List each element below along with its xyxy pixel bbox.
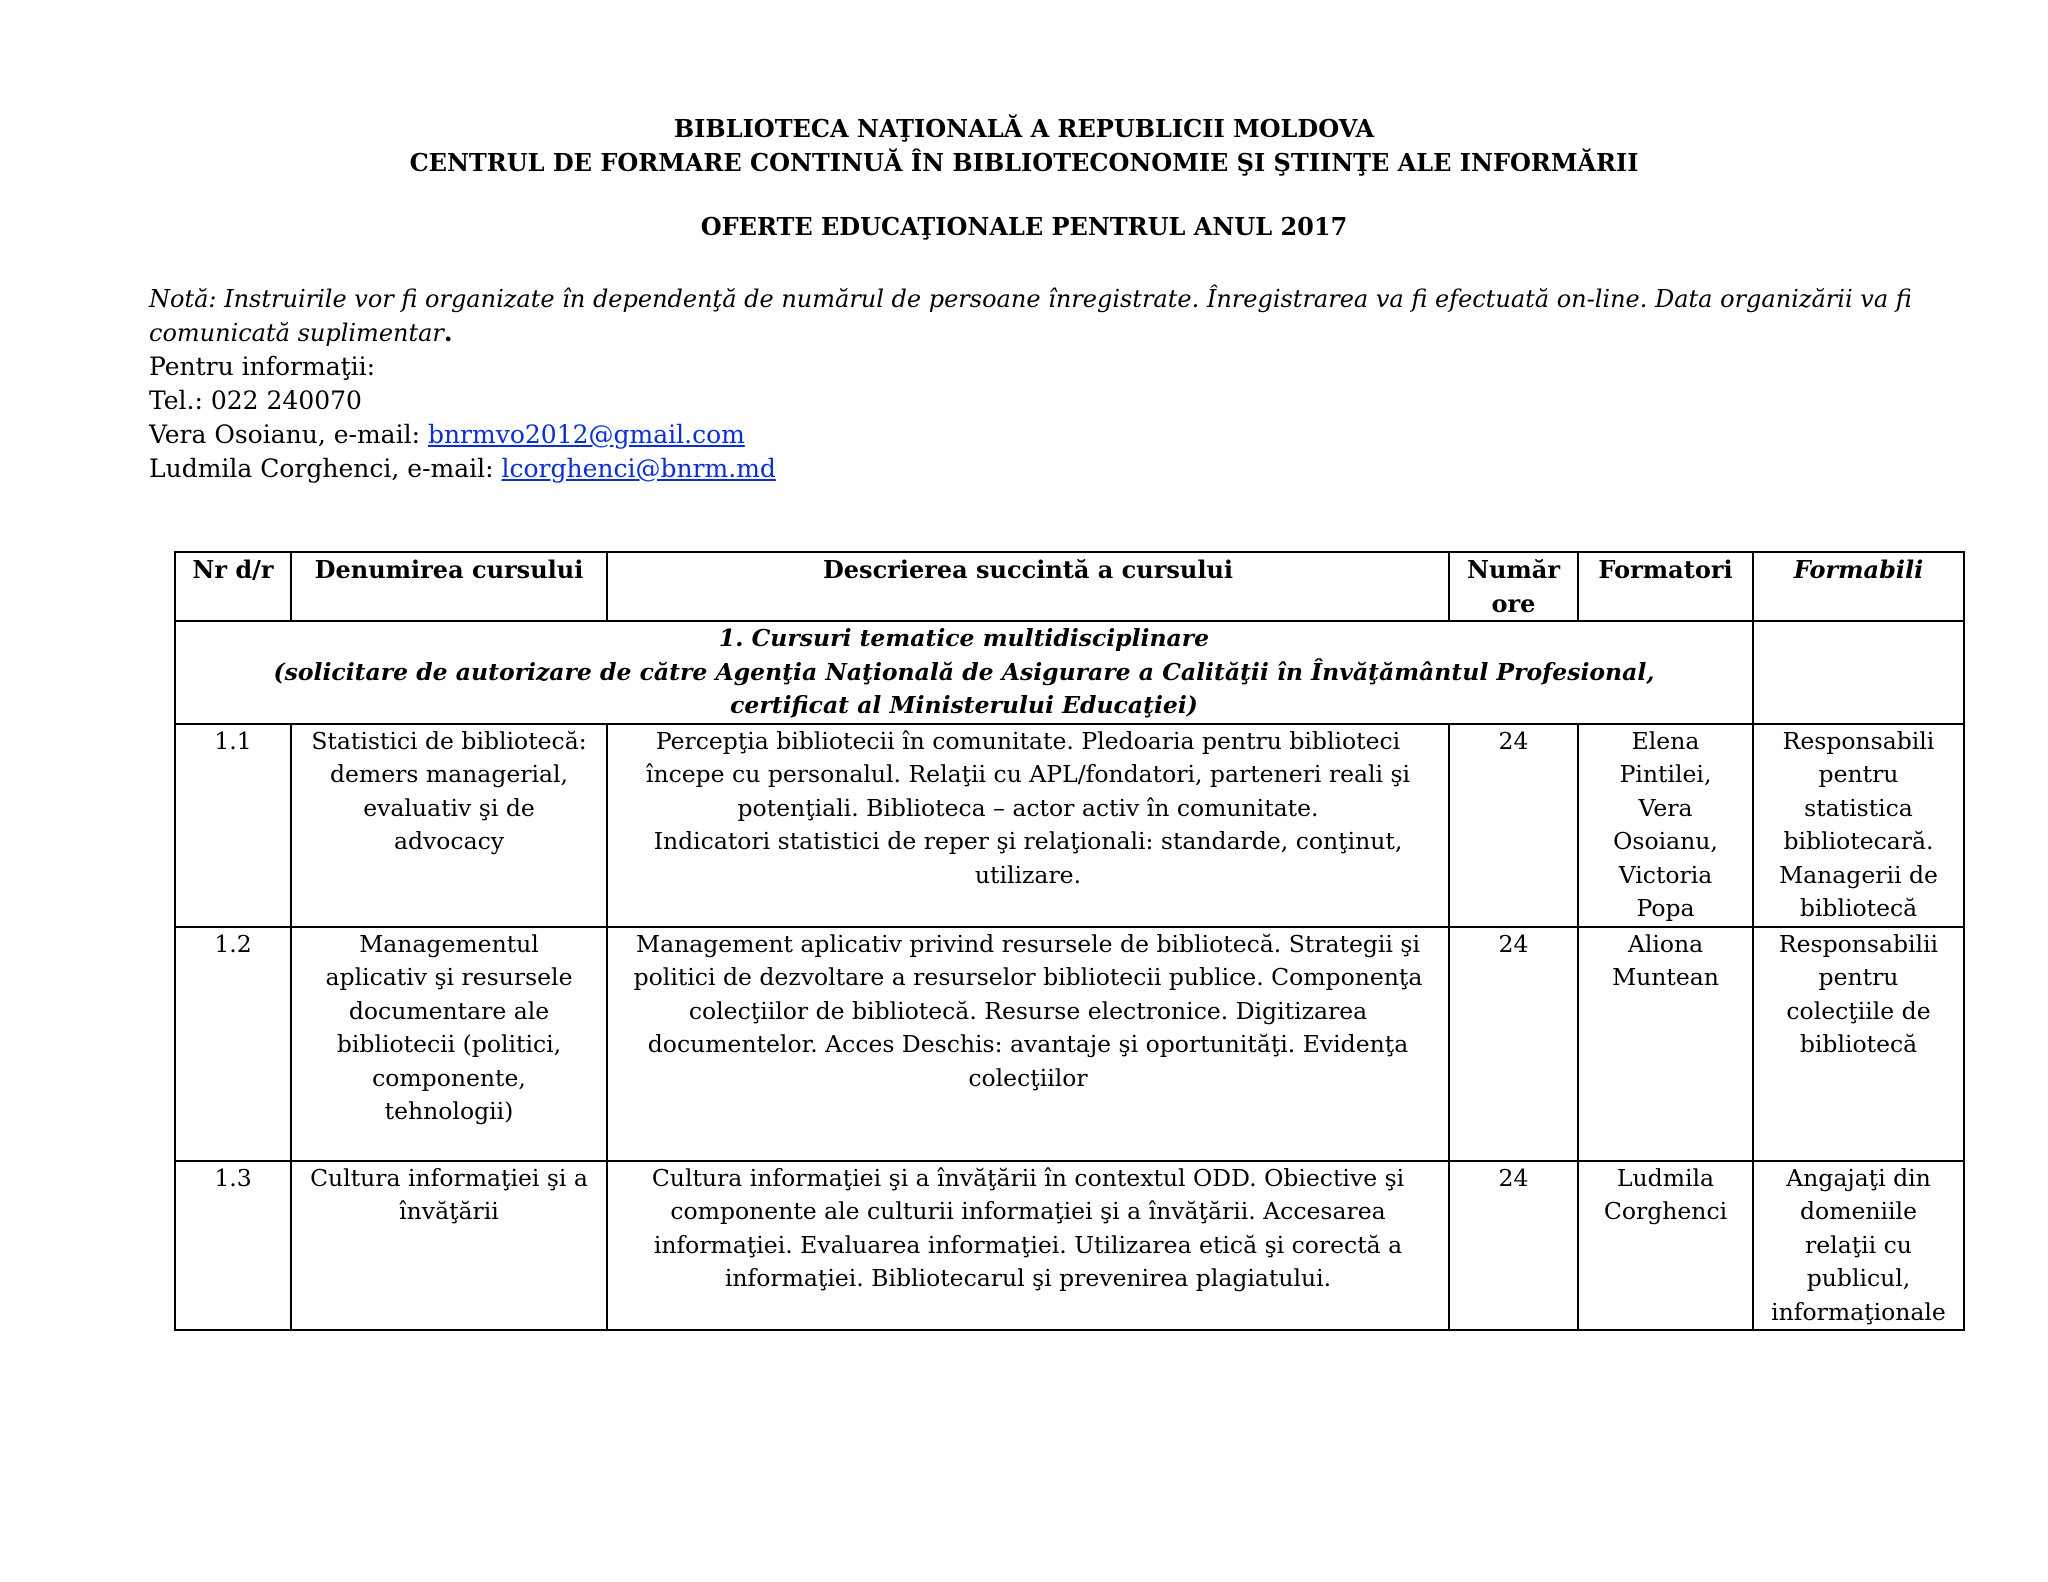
row-trainers-line: Elena (1631, 726, 1700, 755)
table-row (175, 724, 1964, 927)
row-hours (1449, 927, 1578, 1161)
row-trainees-line: Angajaţi din (1786, 1163, 1931, 1192)
row-trainers-line: Pintilei, (1619, 760, 1712, 788)
row-description-line: documentelor. Acces Deschis: avantaje şi oportunităţi. Evidenţa (647, 1030, 1409, 1058)
row-trainees-line: Managerii de (1779, 860, 1938, 889)
row-course-name-line: evaluativ şi de (363, 793, 535, 822)
contact-2-prefix: Ludmila Corghenci, e-mail: (149, 454, 502, 483)
section-subtitle-1: (solicitare de autorizare de către Agenţia Naţională de Asigurare a Calităţii în Învăţământul Profesional, (273, 657, 1655, 686)
section-title-cell (175, 621, 1753, 724)
section-empty-cell (1753, 621, 1964, 724)
row-trainers-line: Vera (1638, 793, 1693, 822)
row-trainees (1753, 927, 1964, 1161)
row-trainees-line: Responsabilii (1778, 929, 1939, 958)
row-course-name-line: documentare ale (348, 996, 550, 1025)
row-course-name-line: învăţării (399, 1197, 499, 1225)
document-header (0, 112, 2048, 180)
row-trainers (1578, 1161, 1753, 1331)
row-trainers-line: Ludmila (1616, 1163, 1715, 1192)
row-description-line: Cultura informaţiei şi a învăţării în contextul ODD. Obiective şi (651, 1163, 1405, 1192)
header-hours-line-1: Număr (1467, 555, 1560, 584)
row-trainers (1578, 724, 1753, 927)
row-description-line: Management aplicativ privind resursele de bibliotecă. Strategii şi (636, 929, 1420, 958)
row-trainees-line: relaţii cu (1805, 1230, 1912, 1259)
section-title: 1. Cursuri tematice multidisciplinare (718, 624, 1210, 652)
row-nr (175, 1161, 291, 1331)
document-title: OFERTE EDUCAŢIONALE PENTRUL ANUL 2017 (700, 212, 1348, 241)
row-course-name-line: Cultura informaţiei şi a (310, 1163, 588, 1192)
header-trainers: Formatori (1578, 552, 1753, 621)
row-description-line: componente ale culturii informaţiei şi a învăţării. Accesarea (670, 1197, 1386, 1225)
header-nr: Nr d/r (175, 552, 291, 621)
row-course-name-line: bibliotecii (politici, (336, 1030, 562, 1058)
row-course-name-line: Statistici de bibliotecă: (311, 726, 587, 755)
row-description-line: informaţiei. Evaluarea informaţiei. Utilizarea etică şi corectă a (653, 1230, 1403, 1259)
row-description (607, 927, 1449, 1161)
row-trainees-line: bibliotecară. (1783, 827, 1934, 855)
row-trainees-line: domeniile (1800, 1197, 1917, 1225)
header-hours-line-2: ore (1491, 588, 1536, 618)
row-description (607, 724, 1449, 927)
table-header-row (175, 552, 1964, 621)
row-course-name-line: aplicativ şi resursele (325, 963, 573, 991)
row-course-name (291, 1161, 607, 1331)
header-description: Descrierea succintă a cursului (607, 552, 1449, 621)
row-course-name-line: advocacy (393, 827, 505, 855)
courses-table (174, 551, 1965, 1331)
row-description-line: Percepţia bibliotecii în comunitate. Pledoaria pentru biblioteci (655, 726, 1401, 755)
row-description-line: colecţiilor (968, 1063, 1088, 1092)
contact-1-prefix: Vera Osoianu, e-mail: (149, 420, 428, 449)
note-text-2: comunicată suplimentar (149, 319, 444, 347)
row-trainees (1753, 1161, 1964, 1331)
row-hours (1449, 1161, 1578, 1331)
row-trainees (1753, 724, 1964, 927)
row-hours-line: 24 (1498, 726, 1529, 755)
section-row (175, 621, 1964, 724)
section-subtitle-2: certificat al Ministerului Educaţiei) (730, 691, 1198, 719)
row-course-name-line: componente, (372, 1063, 526, 1092)
row-trainees-line: bibliotecă (1799, 894, 1918, 922)
row-trainers-line: Popa (1636, 894, 1695, 922)
row-description-line: potenţiali. Biblioteca – actor activ în comunitate. (737, 793, 1319, 822)
row-trainers-line: Victoria (1618, 860, 1713, 889)
header-hours (1449, 552, 1578, 621)
row-nr (175, 724, 291, 927)
phone-number: Tel.: 022 240070 (149, 386, 362, 415)
row-nr-line: 1.3 (214, 1163, 252, 1192)
row-nr-line: 1.2 (214, 929, 252, 958)
row-description-line: colecţiilor de bibliotecă. Resurse electronice. Digitizarea (688, 996, 1368, 1025)
row-hours-line: 24 (1498, 1163, 1529, 1192)
row-description-line: începe cu personalul. Relaţii cu APL/fondatori, parteneri reali şi (645, 760, 1411, 788)
center-name: CENTRUL DE FORMARE CONTINUĂ ÎN BIBLIOTECONOMIE ŞI ŞTIINŢE ALE INFORMĂRII (409, 148, 1639, 177)
row-trainees-line: statistica (1804, 793, 1913, 822)
row-trainees-line: colecţiile de (1786, 996, 1931, 1025)
row-course-name-line: tehnologii) (384, 1097, 514, 1125)
row-description-line: politici de dezvoltare a resurselor bibliotecii publice. Componenţa (633, 963, 1423, 991)
row-hours-line: 24 (1498, 929, 1529, 958)
note-line-2 (149, 316, 1949, 350)
table-row (175, 927, 1964, 1161)
info-block (149, 282, 1949, 486)
row-trainees-line: pentru (1818, 760, 1899, 788)
row-trainers-line: Osoianu, (1613, 827, 1718, 855)
contact-2-email-link[interactable]: lcorghenci@bnrm.md (501, 454, 776, 483)
row-nr (175, 927, 291, 1161)
row-trainees-line: publicul, (1806, 1264, 1911, 1292)
header-trainees: Formabili (1753, 552, 1964, 621)
header-course-name: Denumirea cursului (291, 552, 607, 621)
note-end-mark: . (443, 318, 453, 347)
note-line-1: Notă: Instruirile vor fi organizate în dependenţă de numărul de persoane înregistrate. Înregistrarea va fi efectuată on-line. Data organizării va fi (149, 285, 1912, 313)
row-description-line: Indicatori statistici de reper şi relaţionali: standarde, conţinut, (653, 827, 1403, 855)
contact-1 (149, 418, 1949, 452)
row-course-name (291, 927, 607, 1161)
row-trainers-line: Corghenci (1603, 1197, 1728, 1225)
row-trainers-line: Muntean (1612, 963, 1719, 991)
row-description-line: utilizare. (974, 860, 1082, 889)
row-course-name (291, 724, 607, 927)
institution-name: BIBLIOTECA NAŢIONALĂ A REPUBLICII MOLDOVA (673, 114, 1375, 143)
contact-label: Pentru informaţii: (149, 352, 376, 381)
row-trainees-line: informaţionale (1771, 1297, 1946, 1326)
row-nr-line: 1.1 (214, 726, 252, 755)
row-trainees-line: bibliotecă (1799, 1030, 1918, 1058)
contact-2 (149, 452, 1949, 486)
row-description (607, 1161, 1449, 1331)
row-hours (1449, 724, 1578, 927)
row-course-name-line: Managementul (359, 929, 539, 958)
row-course-name-line: demers managerial, (329, 760, 569, 788)
row-description-line: informaţiei. Bibliotecarul şi prevenirea plagiatului. (724, 1264, 1332, 1292)
row-trainees-line: pentru (1818, 963, 1899, 991)
row-trainers (1578, 927, 1753, 1161)
contact-1-email-link[interactable]: bnrmvo2012@gmail.com (427, 420, 745, 449)
row-trainers-line: Aliona (1627, 929, 1704, 958)
row-trainees-line: Responsabili (1782, 726, 1935, 755)
table-row (175, 1161, 1964, 1331)
